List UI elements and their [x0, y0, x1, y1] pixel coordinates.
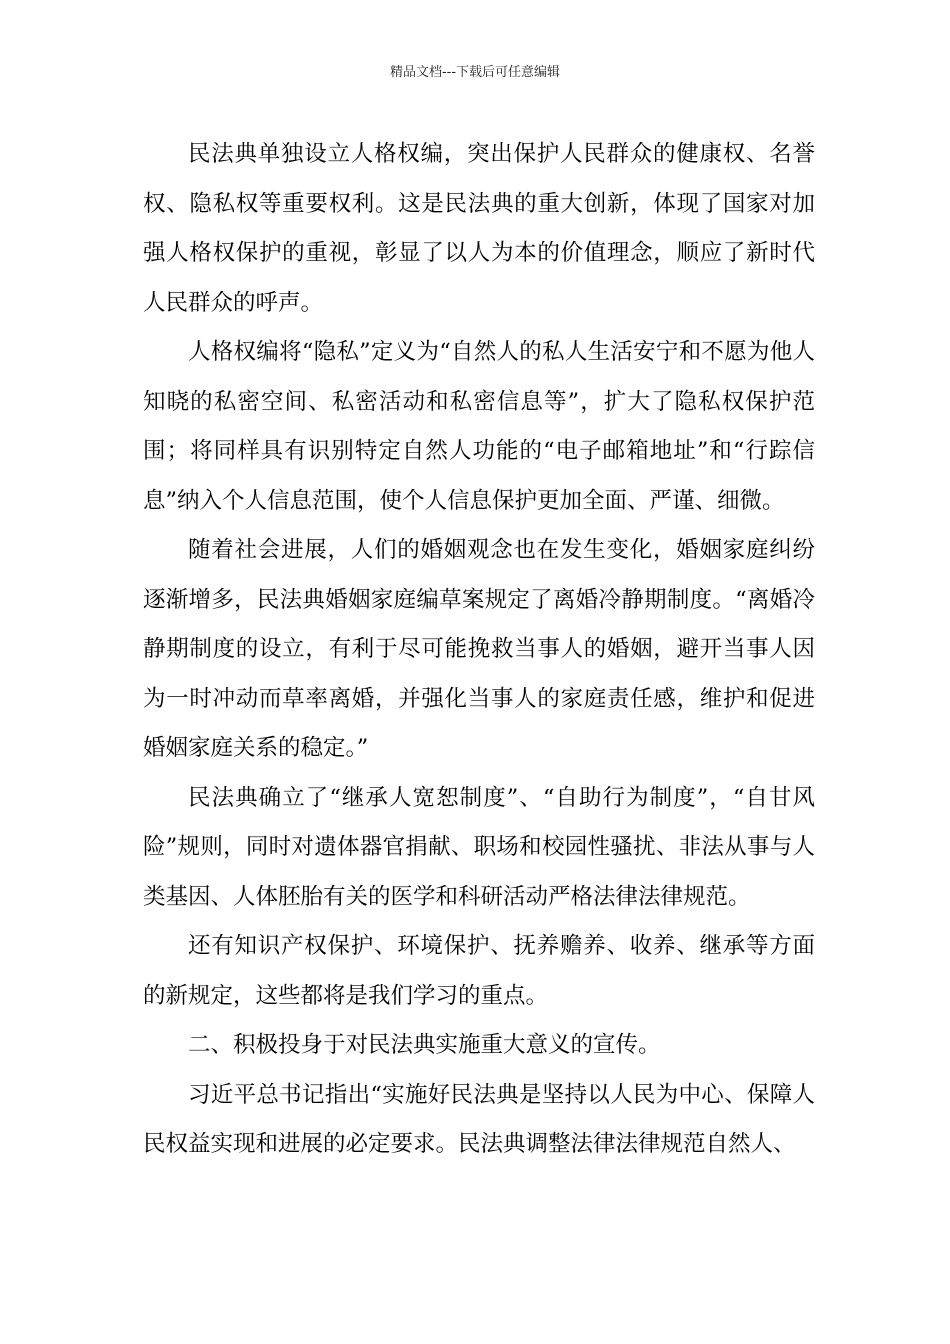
paragraph-xi-quote: 习近平总书记指出“实施好民法典是坚持以人民为中心、保障人民权益实现和进展的必定要求。民法典调整法律法律规范自然人、 — [143, 1081, 815, 1157]
paragraph-divorce-cooling-period: 随着社会进展，人们的婚姻观念也在发生变化，婚姻家庭纠纷逐渐增多，民法典婚姻家庭编草案规定了离婚冷静期制度。“离婚冷静期制度的设立，有利于尽可能挽救当事人的婚姻，避开当事人因为一时冲动而草率离婚，并强化当事人的家庭责任感，维护和促进婚姻家庭关系的稳定。” — [143, 537, 815, 761]
page-header: 精品文档---下载后可任意编辑 — [389, 65, 561, 80]
paragraph-new-systems: 民法典确立了“继承人宽恕制度”、“自助行为制度”，“自甘风险”规则，同时对遗体器官捐献、职场和校园性骚扰、非法从事与人类基因、人体胚胎有关的医学和科研活动严格法律法律规范。 — [143, 784, 815, 910]
paragraph-personality-rights: 民法典单独设立人格权编，突出保护人民群众的健康权、名誉权、隐私权等重要权利。这是民法典的重大创新，体现了国家对加强人格权保护的重视，彰显了以人为本的价值理念，顺应了新时代人民群众的呼声。 — [143, 141, 815, 316]
paragraph-privacy-definition: 人格权编将“隐私”定义为“自然人的私人生活安宁和不愿为他人知晓的私密空间、私密活动和私密信息等”，扩大了隐私权保护范围；将同样具有识别特定自然人功能的“电子邮箱地址”和“行踪信息”纳入个人信息范围，使个人信息保护更加全面、严谨、细微。 — [143, 339, 815, 514]
document-body — [143, 130, 815, 1170]
paragraph-other-provisions: 还有知识产权保护、环境保护、抚养赡养、收养、继承等方面的新规定，这些都将是我们学习的重点。 — [143, 933, 815, 1009]
section-heading-publicity: 二、积极投身于对民法典实施重大意义的宣传。 — [188, 1032, 661, 1058]
